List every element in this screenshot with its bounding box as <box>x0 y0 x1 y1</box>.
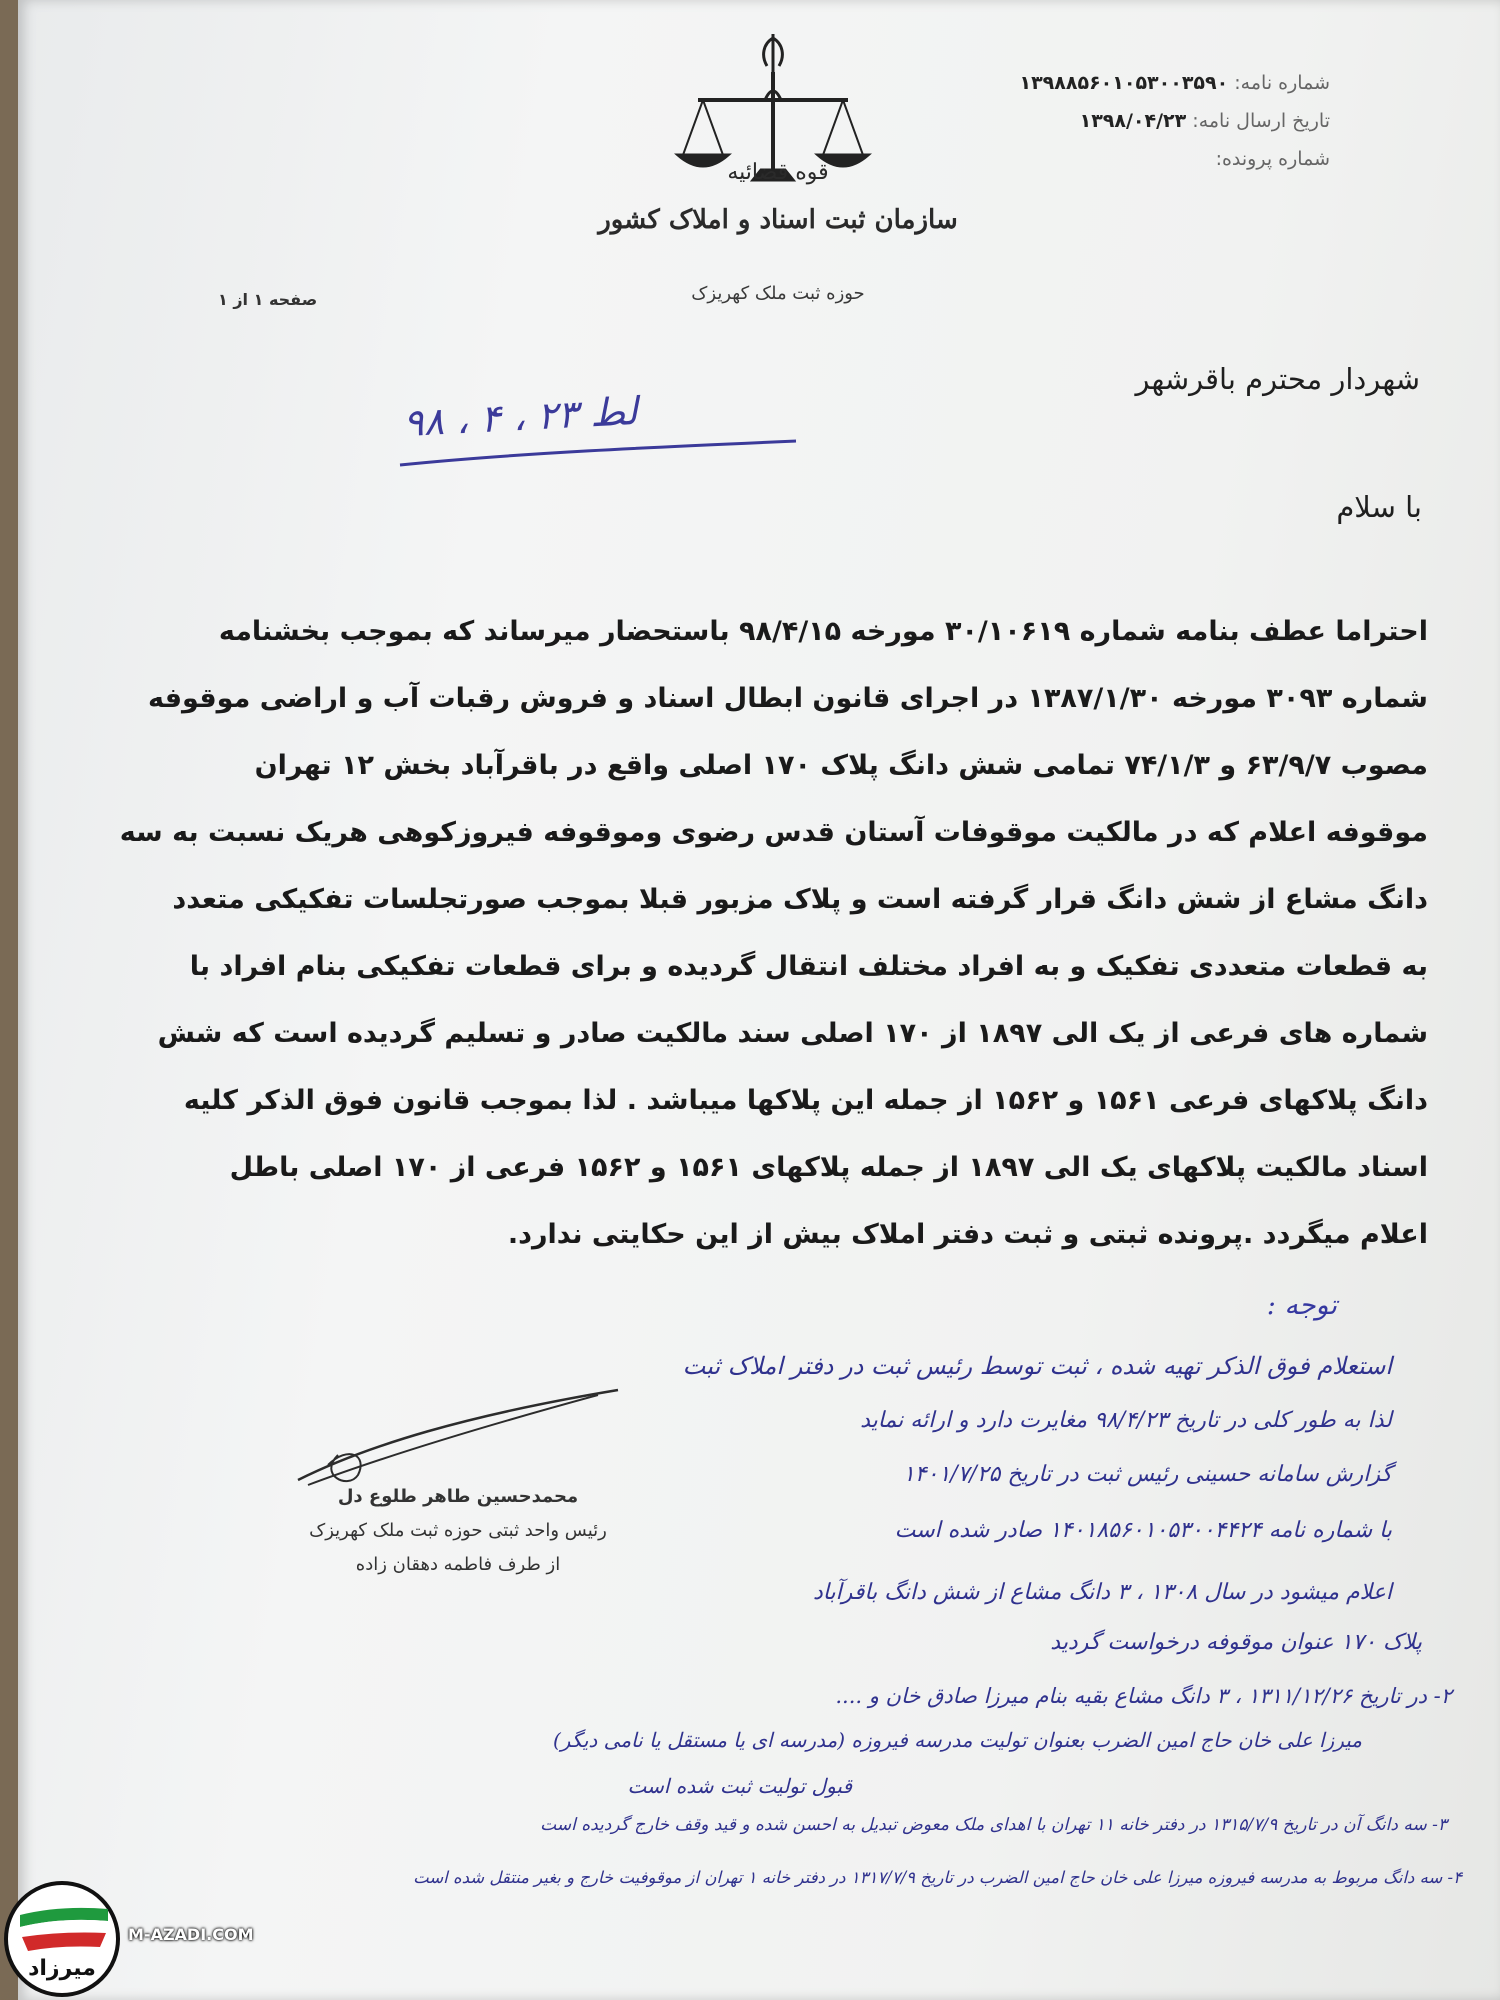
logo-text: میرزاد <box>28 1956 96 1981</box>
signer-title: رئیس واحد ثبتی حوزه ثبت ملک کهریزک <box>309 1520 607 1541</box>
note-line: میرزا علی خان حاج امین الضرب بعنوان تولیت مدرسه فیروزه (مدرسه ای یا مستقل یا نامی دیگر) <box>552 1728 1362 1752</box>
body-line: دانگ مشاع از شش دانگ قرار گرفته است و پلاک مزبور قبلا بموجب صورتجلسات تفکیکی متعدد <box>172 884 1428 915</box>
signature-block <box>268 1480 648 1582</box>
sub-office: حوزه ثبت ملک کهریزک <box>691 283 865 304</box>
file-number-label: شماره پرونده: <box>1215 148 1330 170</box>
file-number <box>1216 148 1330 170</box>
org-judiciary: قوه قضائیه <box>727 160 829 185</box>
body-line: به قطعات متعددی تفکیک و به افراد مختلف انتقال گردیده و برای قطعات تفکیکی بنام افراد با <box>189 951 1428 982</box>
body-line: مصوب ۶۳/۹/۷ و ۷۴/۱/۳ تمامی شش دانگ پلاک ۱۷۰ اصلی واقع در باقرآباد بخش ۱۲ تهران <box>254 750 1428 781</box>
send-date-value: ۱۳۹۸/۰۴/۲۳ <box>1079 110 1187 132</box>
note-line: ۴- سه دانگ مربوط به مدرسه فیروزه میرزا علی خان حاج امین الضرب در تاریخ ۱۳۱۷/۷/۹ در دفتر خانه ۱ تهران از موقوفیت خارج و بغیر منتقل شده است <box>413 1868 1462 1887</box>
signature-scribble-icon <box>288 1385 628 1495</box>
notes-heading: توجه : <box>1266 1290 1337 1321</box>
body-line: شماره ۳۰۹۳ مورخه ۱۳۸۷/۱/۳۰ در اجرای قانون ابطال اسناد و فروش رقبات آب و اراضی موقوفه <box>148 683 1428 714</box>
letter-paper <box>18 0 1500 2000</box>
handwritten-date: لط ۲۳ ، ۴ ، ۹۸ <box>402 388 639 446</box>
body-line: موقوفه اعلام که در مالکیت موقوفات آستان قدس رضوی وموقوفه فیروزکوهی هریک نسبت به سه <box>119 817 1428 848</box>
note-line: اعلام میشود در سال ۱۳۰۸ ، ۳ دانگ مشاع از شش دانگ باقرآباد <box>813 1580 1392 1605</box>
greeting: با سلام <box>1336 490 1422 524</box>
recipient: شهردار محترم باقرشهر <box>1135 362 1420 396</box>
letter-number-label: شماره نامه: <box>1234 72 1330 94</box>
body-line: دانگ پلاکهای فرعی ۱۵۶۱ و ۱۵۶۲ از جمله این پلاکها میباشد . لذا بموجب قانون فوق الذکر کلیه <box>183 1085 1428 1116</box>
note-line: قبول تولیت ثبت شده است <box>627 1774 852 1798</box>
note-line: گزارش سامانه حسینی رئیس ثبت در تاریخ ۱۴۰۱/۷/۲۵ <box>902 1462 1392 1487</box>
signer-name: محمدحسین طاهر طلوع دل <box>337 1486 579 1507</box>
body-line: شماره های فرعی از یک الی ۱۸۹۷ از ۱۷۰ اصلی سند مالکیت صادر و تسلیم گردیده است که شش <box>157 1018 1428 1049</box>
note-line: با شماره نامه ۱۴۰۱۸۵۶۰۱۰۵۳۰۰۴۴۲۴ صادر شده است <box>894 1518 1392 1543</box>
note-line: پلاک ۱۷۰ عنوان موقوفه درخواست گردید <box>1050 1630 1422 1655</box>
handwritten-underline-icon <box>398 435 798 475</box>
site-url: M-AZADI.COM <box>128 1925 254 1944</box>
body-line: اعلام میگردد .پرونده ثبتی و ثبت دفتر املاک بیش از این حکایتی ندارد. <box>507 1219 1428 1250</box>
letter-number-value: ۱۳۹۸۸۵۶۰۱۰۵۳۰۰۳۵۹۰ <box>1019 72 1229 94</box>
note-line: استعلام فوق الذکر تهیه شده ، ثبت توسط رئیس ثبت در دفتر املاک ثبت <box>682 1352 1392 1380</box>
letter-number <box>1019 72 1330 94</box>
org-registration: سازمان ثبت اسناد و املاک کشور <box>598 205 958 235</box>
letter-body <box>78 598 1428 1268</box>
send-date-label: تاریخ ارسال نامه: <box>1192 110 1330 132</box>
note-line: ۲- در تاریخ ۱۳۱۱/۱۲/۲۶ ، ۳ دانگ مشاع بقیه بنام میرزا صادق خان و .... <box>835 1684 1452 1708</box>
note-line: لذا به طور کلی در تاریخ ۹۸/۴/۲۳ مغایرت دارد و ارائه نماید <box>860 1408 1392 1433</box>
page-indicator: صفحه ۱ از ۱ <box>218 290 318 309</box>
body-line: اسناد مالکیت پلاکهای یک الی ۱۸۹۷ از جمله پلاکهای ۱۵۶۱ و ۱۵۶۲ فرعی از ۱۷۰ اصلی باطل <box>229 1152 1428 1183</box>
signer-on-behalf: از طرف فاطمه دهقان زاده <box>355 1554 561 1575</box>
body-line: احتراما عطف بنامه شماره ۳۰/۱۰۶۱۹ مورخه ۹۸/۴/۱۵ باستحضار میرساند که بموجب بخشنامه <box>218 616 1428 647</box>
note-line: ۳- سه دانگ آن در تاریخ ۱۳۱۵/۷/۹ در دفتر خانه ۱۱ تهران با اهدای ملک معوض تبدیل به احسن شده و قید وقف خارج گردیده است <box>540 1815 1447 1835</box>
send-date <box>1080 110 1330 132</box>
mirzad-logo-icon <box>0 1875 125 2000</box>
